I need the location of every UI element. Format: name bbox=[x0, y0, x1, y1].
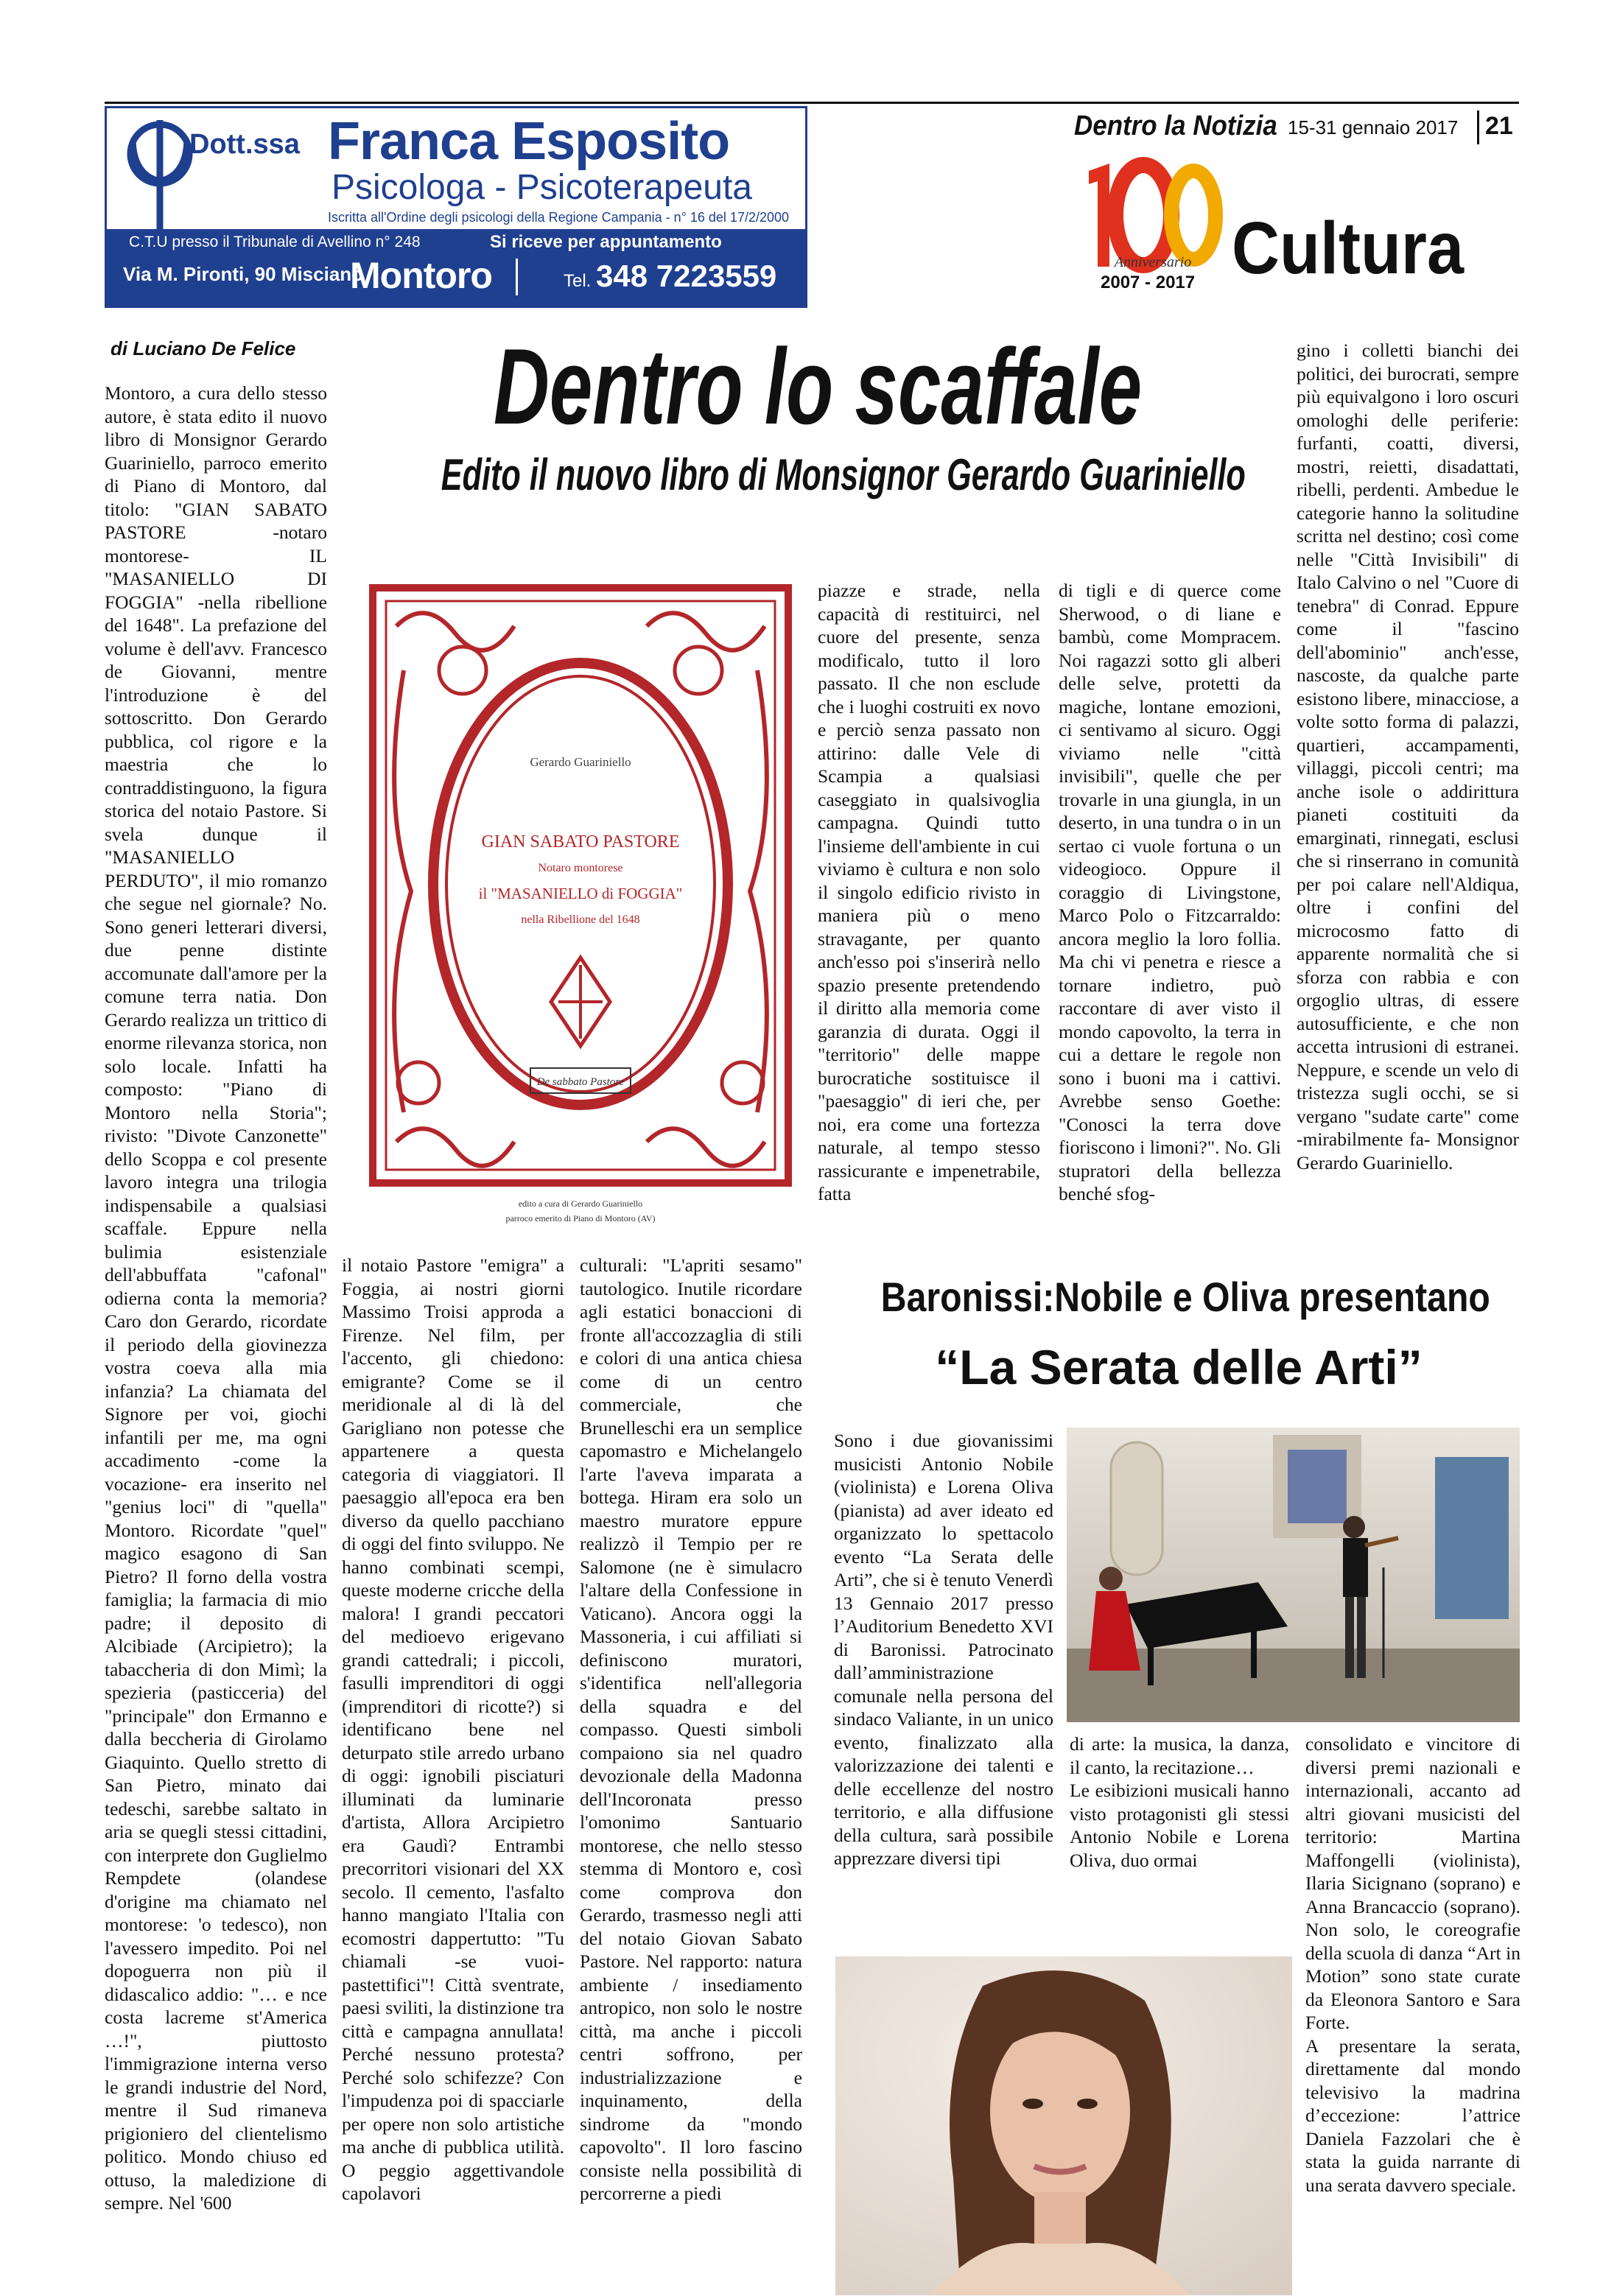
cover-subtitle: Notaro montorese bbox=[538, 862, 623, 874]
article-column-2: il notaio Pastore "emigra" a Foggia, ai nostri giorni Massimo Troisi approda a Firenze. Nel film, per l'accento, gli chiedono: emigrante? Come se il meridionale al di là del Garigliano non potesse che appartenere a questa categoria di viaggiatori. Il paesaggio all'epoca era ben diverso da quello pacchiano di oggi del finto sviluppo. Ne hanno combinati scempi, queste moderne cricche della malora! I grandi peccatori del medioevo erigevano grandi cattedrali; i piccoli, fasulli imprenditori di oggi (imprenditori di ricotte?) si identificano bene nel deturpato stile arredo urbano di oggi: ignobili pisciaturi illuminati da luminarie d'artista, Allora Arcipietro era Gaudì? Entrambi precorritori visionari del XX secolo. Il cemento, l'asfalto hanno mangiato l'Italia con ecomostri dappertutto: "Tu chiamali -se vuoi- pastettifici"! Città sventrate, paesi sviliti, la distinzione tra città e campagna annullata! Perché nessuno protesta? Perché solo schifezze? Con l'impudenza poi di spacciarle per opere non solo artistiche ma anche di pubblica utilità. O peggio aggettivandole capolavori bbox=[342, 1254, 564, 2204]
ad-title-prefix: Dott.ssa bbox=[189, 129, 300, 160]
anniversary-word: Anniversario bbox=[1114, 254, 1192, 270]
article2-column-3: consolidato e vincitore di diversi premi nazionali e internazionali, accanto ad altri giovani musicisti del territorio: Martina Maffongelli (violinista), Ilaria Sicignano (soprano) e Anna Brancaccio (soprano). Non solo, le coreografie della scuola di danza “Art in Motion” sono state curate da Eleonora Santoro e Sara Forte. A presentare la serata, direttamente dal mondo televisivo la madrina d’eccezione: l’attrice Daniela Fazzolari che è stata la guida narrante di una serata davvero speciale. bbox=[1305, 1733, 1520, 2196]
tel-number: 348 7223559 bbox=[596, 259, 777, 293]
article2-headline-2: “La Serata delle Arti” bbox=[935, 1340, 1423, 1394]
headline: Dentro lo scaffale bbox=[493, 326, 1143, 446]
ad-name: Franca Esposito bbox=[328, 112, 730, 171]
cover-title-2: il "MASANIELLO di FOGGIA" bbox=[478, 885, 683, 902]
ad-registration: Iscritta all'Ordine degli psicologi della Regione Campania - n° 16 del 17/2/2000 bbox=[328, 210, 790, 225]
cover-footer-2: parroco emerito di Piano di Montoro (AV) bbox=[505, 1213, 656, 1224]
ad-city: Montoro bbox=[350, 255, 492, 296]
article2-headline-1: Baronissi:Nobile e Oliva presentano bbox=[880, 1274, 1490, 1320]
subheadline: Edito il nuovo libro di Monsignor Gerardo Guariniello bbox=[441, 450, 1246, 499]
masthead-divider bbox=[1477, 110, 1479, 144]
article-column-1: Montoro, a cura dello stesso autore, è stata edito il nuovo libro di Monsignor Gerardo Guariniello, parroco emerito di Piano di Montoro, dal titolo: "GIAN SABATO PASTORE -notaro montorese- IL "MASANIELLO DI FOGGIA" -nella ribellione del 1648". La prefazione del volume è dell'avv. Francesco de Giovanni, mentre l'introduzione è del sottoscritto. Don Gerardo pubblica, col rigore e la maestria che lo contraddistinguono, la figura storica del notaio Pastore. Si svela dunque il "MASANIELLO PERDUTO", il mio romanzo che segue nel giornale? No. Sono generi letterari diversi, due penne distinte accomunate dall'amore per la comune terra natia. Don Gerardo realizza un trittico di enorme rilevanza storica, non solo locale. Infatti ha composto: "Piano di Montoro nella Storia"; rivisto: "Divote Canzonette" dello Scoppa e col presente lavoro integra una trilogia indispensabile a qualsiasi scaffale. Eppure nella bulimia esistenziale dell'abbuffata "cafonal" odierna conta la memoria? Caro don Gerardo, ricordate il periodo della giovinezza vostra coeva alla mia infanzia? La chiamata del Signore per voi, giochi infantili per me, ma ogni accadimento -come la vocazione- era inserito nel "genius loci" di "quella" Montoro. Ricordate "quel" magico esagono di San Pietro? Il forno della vostra famiglia; la farmacia di mio padre; il deposito di Alcibiade (Arcipietro); la tabaccheria di don Mimì; la spezieria (pasticceria) del "principale" don Ermanno e dalla beccheria di Girolamo Giaquinto. Quello stretto di San Pietro, minato dai tedeschi, sarebbe saltato in aria se quegli stessi cittadini, con interprete don Guglielmo Rempdete (olandese d'origine ma chiamato nel montorese: 'o tedesco), non l'avessero impedito. Poi nel dopoguerra non più il didascalico addio: "… e nce costa lacreme st'America …!", piuttosto l'immigrazione interna verso le grandi industrie del Nord, mentre il Sud rimaneva prigioniero del clientelismo politico. Mondo chiuso ed ottuso, la maledizione di sempre. Nel '600 bbox=[105, 382, 327, 2214]
tel-prefix: Tel. bbox=[564, 271, 592, 291]
article2-column-2: di arte: la musica, la danza, il canto, la recitazione… Le esibizioni musicali hanno visto protagonisti gli stessi Antonio Nobile e Lorena Oliva, duo ormai bbox=[1070, 1733, 1289, 1871]
book-cover-image bbox=[367, 582, 794, 1245]
cover-footer-1: edito a cura di Gerardo Guariniello bbox=[518, 1198, 643, 1209]
article-column-3: culturali: "L'apriti sesamo" tautologico. Inutile ricordare agli estatici bonaccioni di fronte all'accozzaglia di stili e colori di una antica chiesa come di un centro commerciale, che Brunelleschi era un semplice capomastro e Michelangelo l'arte l'aveva imparata a bottega. Hiram era solo un maestro muratore eppure realizzò il Tempio per re Salomone (ne è simulacro l'altare della Confessione in Vaticano). Ancora oggi la Massoneria, i cui affiliati si definiscono muratori, s'identifica nell'allegoria della squadra e del compasso. Questi simboli compaiono sia nel quadro devozionale della Madonna dell'Incoronata presso l'omonimo Santuario montorese, che nello stesso stemma di Montoro e, così come comprova don Gerardo, trasmesso negli atti del notaio Giovan Sabato Pastore. Nel rapporto: natura ambiente / insediamento antropico, non solo le nostre città, ma anche i piccoli centri soffrono, per industrializzazione e inquinamento, della sindrome da "mondo capovolto". Il loro fascino consiste nella possibilità di percorrerne a piedi bbox=[580, 1254, 802, 2204]
concert-photo bbox=[1067, 1428, 1520, 1722]
page-number: 21 bbox=[1485, 112, 1513, 140]
ad-profession: Psicologa - Psicoterapeuta bbox=[332, 168, 752, 207]
cover-seal-text: De sabbato Pastore bbox=[536, 1076, 625, 1088]
ad-ctu: C.T.U presso il Tribunale di Avellino n° 248 bbox=[129, 234, 421, 250]
top-rule bbox=[105, 102, 1519, 104]
ad-appointment: Si riceve per appuntamento bbox=[490, 232, 722, 252]
cover-subtitle-2: nella Ribellione del 1648 bbox=[521, 913, 640, 926]
cover-author: Gerardo Guariniello bbox=[530, 755, 631, 769]
anniversary-years: 2007 - 2017 bbox=[1101, 273, 1196, 292]
ad-box[interactable] bbox=[105, 106, 807, 308]
article-column-6: gino i colletti bianchi dei politici, dei burocrati, sempre più equivalgono i loro oscuri omologhi delle periferie: furfanti, coatti, diversi, mostri, reietti, disadattati, ribelli, perdenti. Ambedue le categorie hanno la solitudine scritta nel destino; così come nelle "Città Invisibili" di Italo Calvino o nel "Cuore di tenebra" di Conrad. Eppure come il "fascino dell'abominio" anch'esse, nascoste, da qualche parte esistono libere, minacciose, a volte sotto forma di palazzi, quartieri, accampamenti, villaggi, piccoli centri; ma anche isole o addirittura pianeti costituiti da emarginati, rinnegati, esclusi che si rinserrano in comunità per poi calare nell'Aldiqua, oltre i confini del microcosmo fatto di apparente normalità che si sforza con rabbia e con orgoglio ultras, di essere autosufficiente, e che non accetta intrusioni di estranei. Neppure, e scende un velo di tristezza sugli occhi, se si vergano "sudate carte" come -mirabilmente fa- Monsignor Gerardo Guariniello. bbox=[1297, 340, 1519, 1173]
article-column-5: di tigli e di querce come Sherwood, o di liane e bambù, come Mompracem. Noi ragazzi sotto gli alberi delle selve, protetti da magiche, lontane emozioni, ci sentivamo al sicuro. Oggi viviamo nelle "città invisibili", quelle che per trovarle in una giungla, in un deserto, in una tundra o in un sertao ci vuole fortuna o un videogioco. Oppure il coraggio di Livingstone, Marco Polo o Fitzcarraldo: ancora meglio la loro follia. Ma chi vi penetra e riesce a tornare indietro, può raccontare di aver visto il mondo capovolto, la terra in cui a dettare le regole non sono i buoni ma i cattivi. Avrebbe senso Goethe: "Conosci la terra dove fioriscono i limoni?". No. Gli stupratori della bellezza benché sfog- bbox=[1059, 580, 1281, 1204]
ad-address: Via M. Pironti, 90 Misciano bbox=[123, 263, 364, 285]
paper-title: Dentro la Notizia bbox=[1074, 110, 1277, 141]
cover-title: GIAN SABATO PASTORE bbox=[481, 832, 680, 852]
section-title: Cultura bbox=[1232, 207, 1464, 289]
actress-portrait-photo bbox=[835, 1956, 1292, 2295]
article2-column-1: Sono i due giovanissimi musicisti Antonio Nobile (violinista) e Lorena Oliva (pianista) ad aver ideato ed organizzato lo spettacolo evento “La Serata delle Arti”, che si è tenuto Venerdì 13 Gennaio 2017 presso l’Auditorium Benedetto XVI di Baronissi. Patrocinato dall’amministrazione comunale nella persona del sindaco Valiante, in un unico evento, finalizzato alla valorizzazione dei talenti e delle eccellenze del nostro territorio, e alla diffusione della cultura, sarà possibile apprezzare diversi tipi bbox=[834, 1430, 1053, 1869]
ad-divider bbox=[516, 259, 518, 295]
article-column-4: piazze e strade, nella capacità di restituirci, nel cuore del presente, senza modificalo, tutto il loro passato. Il che non esclude che i luoghi costruiti ex novo e perciò senza passato non attirino: dalle Vele di Scampia a qualsiasi caseggiato in qualsivoglia campagna. Quindi tutto l'insieme dell'ambiente in cui viviamo è cultura e non solo il singolo edificio rivisto in maniera più o meno stravagante, per quanto anch'esso poi s'inserirà nello spazio presente pretendendo il diritto alla memoria come garanzia di durata. Oggi il "territorio" delle mappe burocratiche sostituisce il "paesaggio" di ieri che, per noi, era come una fortezza naturale, al tempo stesso rassicurante e impenetrabile, fatta bbox=[818, 580, 1040, 1204]
issue-date: 15-31 gennaio 2017 bbox=[1288, 116, 1459, 138]
byline: di Luciano De Felice bbox=[111, 337, 296, 359]
ad-telephone[interactable] bbox=[564, 259, 776, 294]
